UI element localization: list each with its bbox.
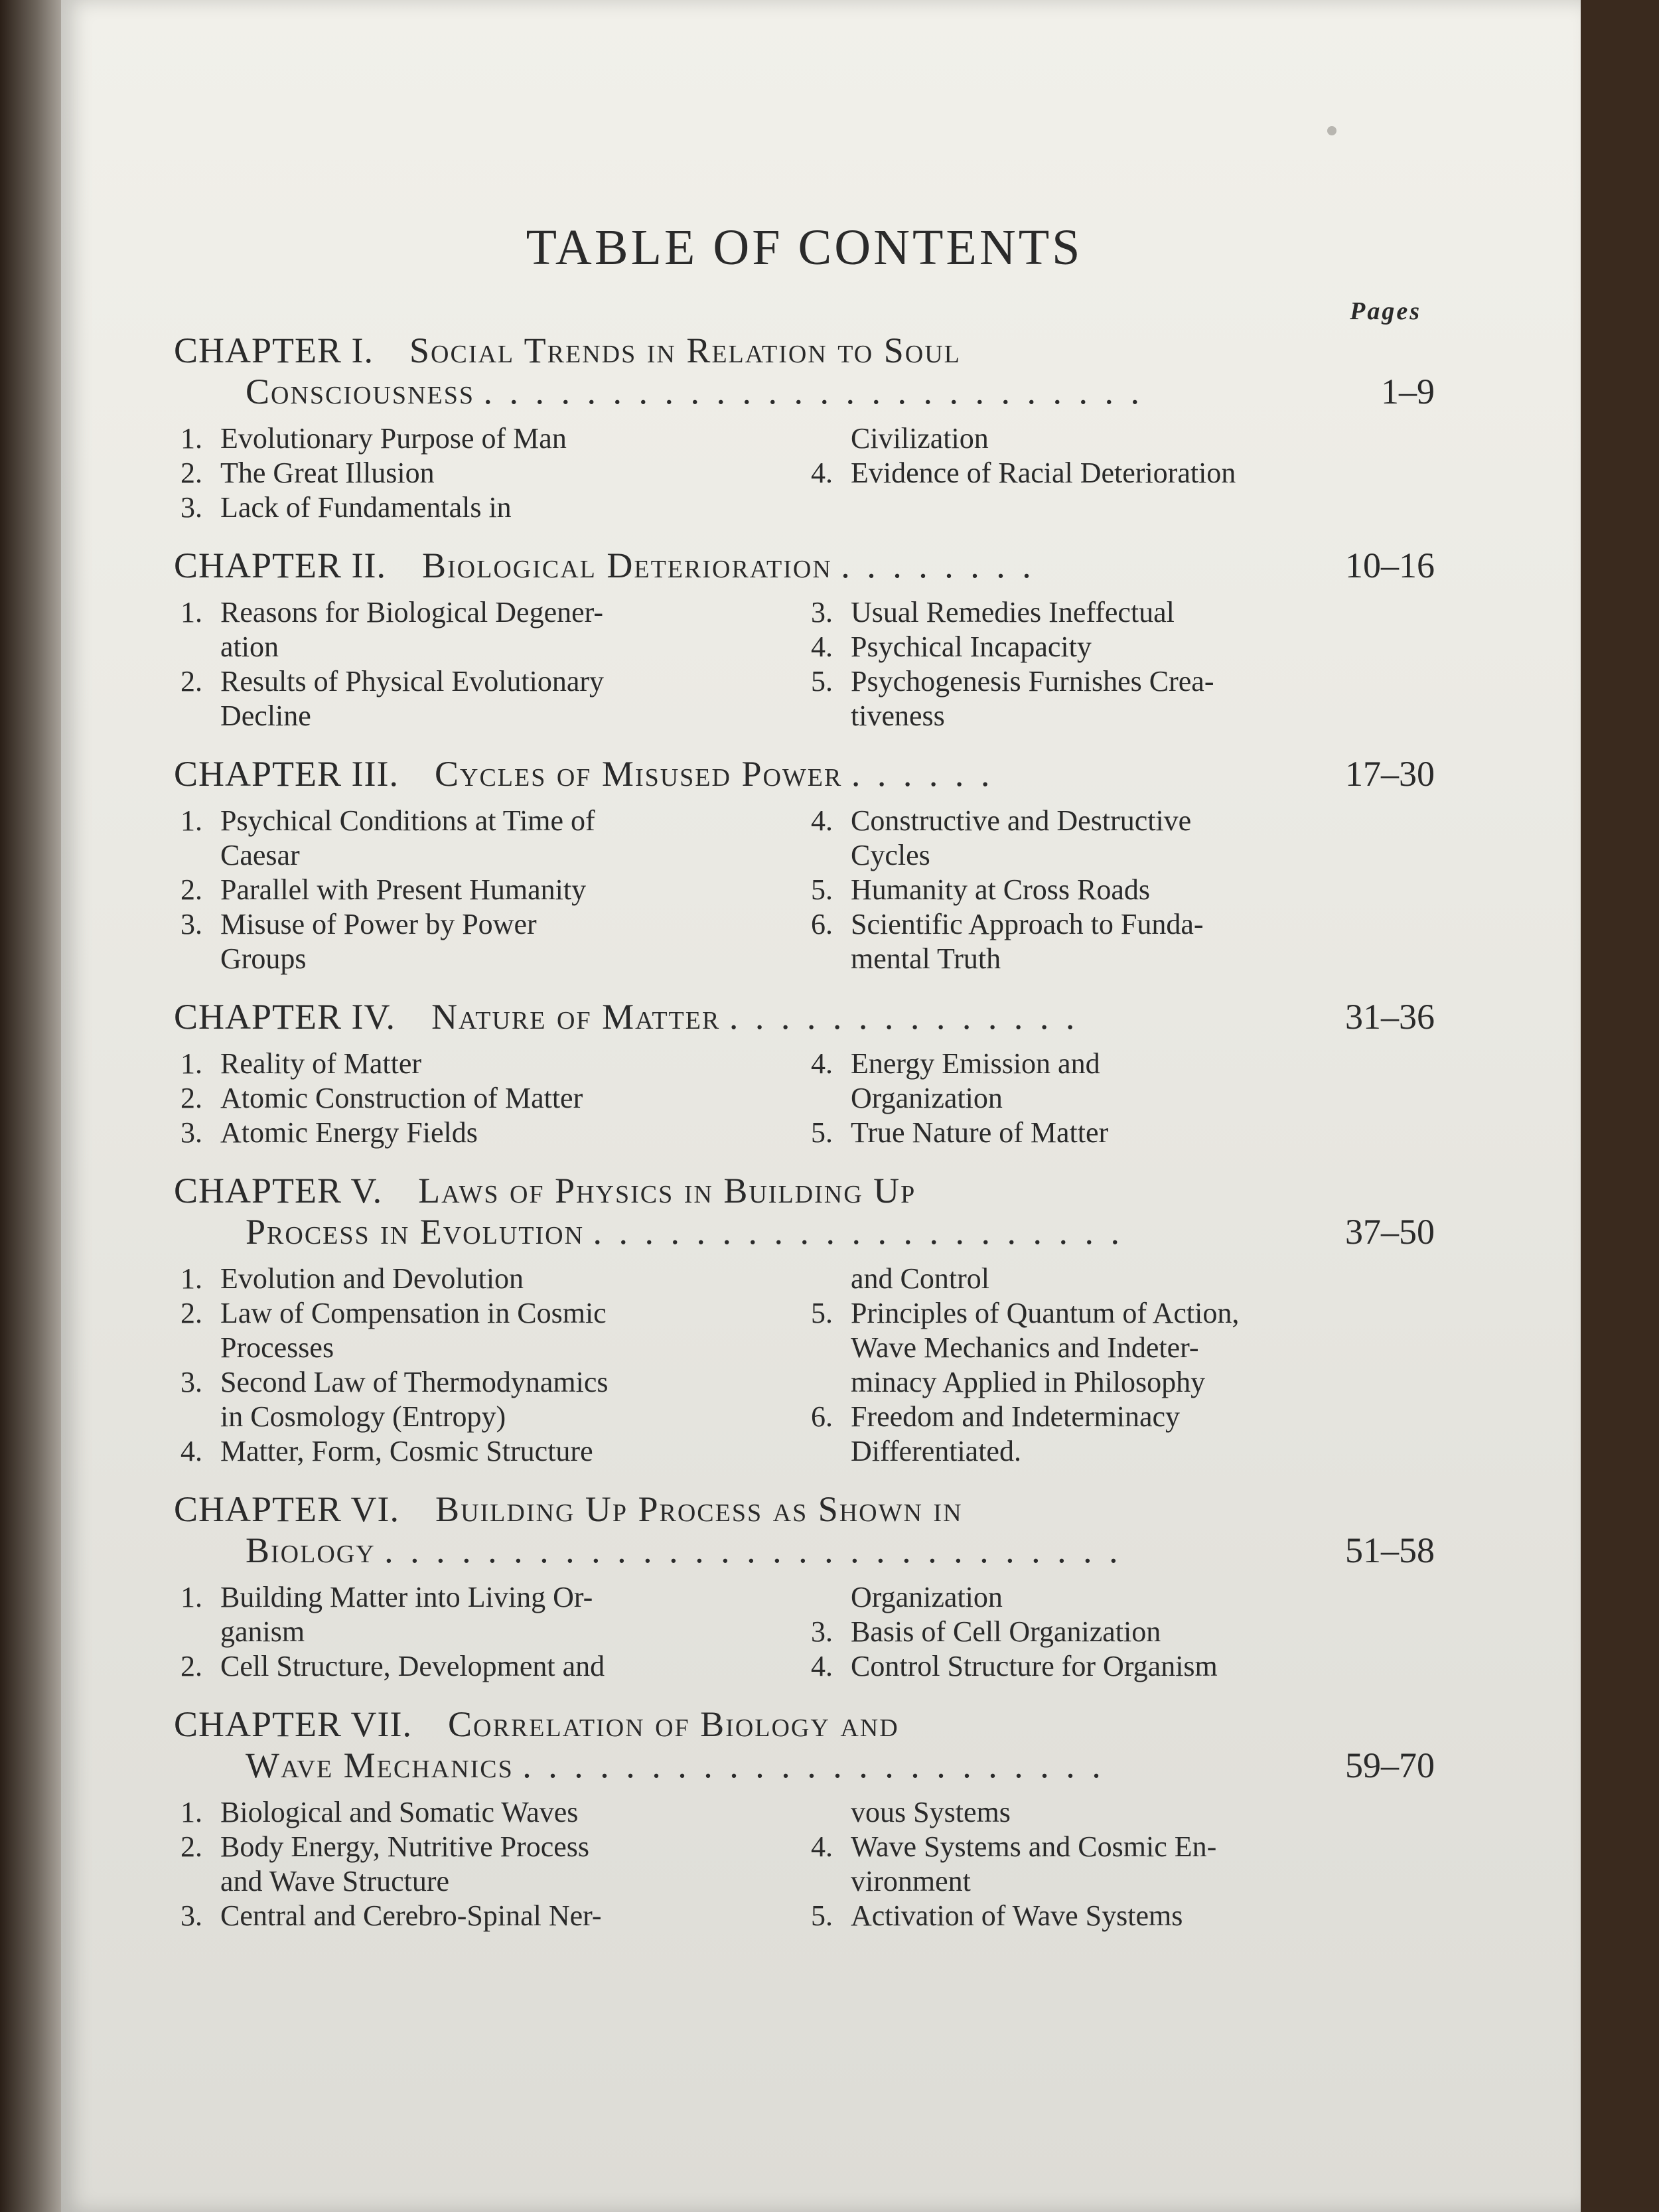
section-title: [851, 456, 1435, 490]
section-title-line: ation: [220, 630, 279, 663]
section-column-left: [174, 421, 804, 525]
section-title: [851, 1830, 1435, 1899]
section-entry: [180, 1580, 804, 1649]
section-number: 4.: [811, 1830, 833, 1863]
section-column-left: [174, 1047, 804, 1150]
chapter-5: [174, 1170, 1435, 1469]
section-title-line: vironment: [851, 1865, 971, 1897]
section-number: 1.: [180, 1581, 202, 1613]
section-number: 5.: [811, 1116, 833, 1149]
section-number: 2.: [180, 1082, 202, 1114]
section-entry: [811, 1899, 1435, 1933]
section-entry: [180, 1047, 804, 1081]
toc-content: [174, 219, 1435, 1953]
section-title: [851, 1649, 1435, 1684]
section-title-line: Control Structure for Organism: [851, 1650, 1218, 1682]
section-title-line: Activation of Wave Systems: [851, 1899, 1183, 1932]
section-title: [851, 1116, 1435, 1150]
section-entry: [180, 1649, 804, 1684]
chapter-title: [174, 1170, 1269, 1252]
section-number: 2.: [180, 457, 202, 489]
chapter-title: [174, 330, 1269, 412]
section-number: 3.: [811, 1615, 833, 1648]
chapter-pages: 10–16: [1345, 546, 1435, 585]
chapter-name: Laws of Physics in Building Up: [418, 1171, 916, 1211]
section-title: [220, 1262, 804, 1296]
section-number: 4.: [811, 1650, 833, 1682]
section-entry: [811, 804, 1435, 873]
section-number: 4.: [811, 457, 833, 489]
section-number: 2.: [180, 1297, 202, 1329]
section-column-right: [804, 1795, 1435, 1933]
chapter-title-line: [174, 371, 1269, 412]
section-title-line: Basis of Cell Organization: [851, 1615, 1161, 1648]
section-title: [220, 456, 804, 490]
leader-dots: . . . . . . . .: [841, 546, 1035, 585]
chapter-6: [174, 1489, 1435, 1684]
section-title-line: Principles of Quantum of Action,: [851, 1297, 1240, 1329]
section-number: 2.: [180, 873, 202, 906]
section-title: [220, 421, 804, 456]
chapter-pages: 51–58: [1345, 1530, 1435, 1570]
chapter-pages: 1–9: [1381, 372, 1435, 411]
chapter-title: [174, 753, 1269, 794]
chapter-pages: 17–30: [1345, 754, 1435, 794]
section-entry: [180, 664, 804, 733]
section-title-line: Atomic Energy Fields: [220, 1116, 478, 1149]
section-title: [851, 630, 1435, 664]
section-title-line: Central and Cerebro-Spinal Ner-: [220, 1899, 602, 1932]
section-column-right: [804, 421, 1435, 525]
section-number: 1.: [180, 1262, 202, 1295]
chapter-list: [174, 330, 1435, 1933]
section-column-left: [174, 1580, 804, 1684]
chapter-number: CHAPTER IV.: [174, 997, 396, 1037]
section-number: 5.: [811, 1899, 833, 1932]
section-title-line: Cycles: [851, 839, 930, 871]
section-entry: [811, 630, 1435, 664]
section-title-line: Scientific Approach to Funda-: [851, 908, 1204, 940]
facing-page-edge: [0, 0, 61, 2212]
section-number: 5.: [811, 873, 833, 906]
section-entry: [180, 1296, 804, 1365]
chapter-heading: [174, 1704, 1435, 1786]
chapter-number: CHAPTER V.: [174, 1171, 383, 1211]
chapter-1: [174, 330, 1435, 525]
chapter-heading: [174, 1170, 1435, 1252]
chapter-title-line: [174, 1211, 1269, 1252]
section-number: 6.: [811, 1400, 833, 1433]
section-title-line: True Nature of Matter: [851, 1116, 1109, 1149]
section-title: [220, 1649, 804, 1684]
section-list: [174, 804, 1435, 976]
section-column-left: [174, 1262, 804, 1469]
chapter-name-cont: Consciousness: [246, 372, 474, 411]
section-number: 2.: [180, 1650, 202, 1682]
section-entry: [811, 907, 1435, 976]
section-column-right: [804, 1262, 1435, 1469]
section-title: [220, 873, 804, 907]
section-title-line: Psychical Conditions at Time of: [220, 804, 595, 837]
chapter-title-line: [174, 1745, 1269, 1786]
section-title-line: Parallel with Present Humanity: [220, 873, 587, 906]
section-title-line: Law of Compensation in Cosmic: [220, 1297, 607, 1329]
chapter-title-line: [174, 330, 1269, 371]
section-entry: [180, 873, 804, 907]
section-title-line: Groups: [220, 942, 307, 975]
section-title-line: Reality of Matter: [220, 1047, 422, 1080]
section-title-line: Wave Systems and Cosmic En-: [851, 1830, 1217, 1863]
section-title-continued: Civilization: [851, 422, 989, 455]
section-title: [220, 1899, 804, 1933]
section-title-line: Matter, Form, Cosmic Structure: [220, 1435, 593, 1467]
section-title: [220, 1081, 804, 1116]
chapter-name: Nature of Matter: [431, 997, 721, 1037]
leader-dots: . . . . . . . . . . . . . . . . . . . . . . . . . .: [483, 372, 1143, 411]
chapter-pages: 37–50: [1345, 1212, 1435, 1252]
chapter-title: [174, 545, 1269, 586]
section-title-line: minacy Applied in Philosophy: [851, 1366, 1206, 1398]
section-title-line: mental Truth: [851, 942, 1001, 975]
chapter-name-cont: Wave Mechanics: [246, 1745, 514, 1785]
section-title-line: Evidence of Racial Deterioration: [851, 457, 1236, 489]
chapter-title: [174, 1489, 1269, 1571]
section-number: 4.: [811, 630, 833, 663]
chapter-heading: [174, 753, 1435, 794]
chapter-number: CHAPTER I.: [174, 331, 374, 370]
section-title-continued: vous Systems: [851, 1796, 1011, 1828]
chapter-number: CHAPTER II.: [174, 546, 386, 585]
section-title-line: Energy Emission and: [851, 1047, 1100, 1080]
section-number: 1.: [180, 1047, 202, 1080]
section-title-line: Decline: [220, 700, 311, 732]
section-title-line: Misuse of Power by Power: [220, 908, 537, 940]
section-title: [220, 1365, 804, 1434]
section-title: [851, 907, 1435, 976]
section-entry: [180, 1365, 804, 1434]
section-entry: [811, 456, 1435, 490]
section-title-line: tiveness: [851, 700, 945, 732]
section-title-line: Lack of Fundamentals in: [220, 491, 512, 524]
chapter-heading: [174, 1489, 1435, 1571]
section-title: [851, 1400, 1435, 1469]
section-title: [851, 664, 1435, 733]
section-title: [851, 1047, 1435, 1116]
section-number: 3.: [180, 908, 202, 940]
section-title: [220, 595, 804, 664]
section-column-right: [804, 595, 1435, 733]
chapter-4: [174, 996, 1435, 1150]
section-number: 1.: [180, 596, 202, 628]
chapter-title: [174, 1704, 1269, 1786]
section-title-continued: and Control: [851, 1262, 989, 1295]
section-column-left: [174, 804, 804, 976]
section-number: 4.: [811, 1047, 833, 1080]
section-title: [220, 907, 804, 976]
section-title: [851, 804, 1435, 873]
chapter-number: CHAPTER III.: [174, 754, 399, 794]
section-title: [220, 1580, 804, 1649]
section-title-continued: Organization: [851, 1581, 1003, 1613]
section-entry: [180, 907, 804, 976]
section-title-line: Psychogenesis Furnishes Crea-: [851, 665, 1214, 698]
section-column-left: [174, 595, 804, 733]
section-number: 4.: [811, 804, 833, 837]
chapter-name: Biological Deterioration: [422, 546, 832, 585]
section-entry: [180, 1434, 804, 1469]
section-title-line: Caesar: [220, 839, 300, 871]
leader-dots: . . . . . . . . . . . . . .: [729, 997, 1079, 1037]
section-entry: [811, 1116, 1435, 1150]
section-entry: [180, 1116, 804, 1150]
chapter-title-line: [174, 1489, 1269, 1530]
section-title-line: Evolutionary Purpose of Man: [220, 422, 567, 455]
section-title-line: Results of Physical Evolutionary: [220, 665, 605, 698]
chapter-name: Cycles of Misused Power: [434, 754, 843, 794]
section-column-right: [804, 1580, 1435, 1684]
section-title-line: Processes: [220, 1331, 334, 1364]
section-title-line: Differentiated.: [851, 1435, 1021, 1467]
section-entry: [180, 1262, 804, 1296]
chapter-title-line: [174, 1530, 1269, 1571]
section-title-line: Wave Mechanics and Indeter-: [851, 1331, 1199, 1364]
section-title-line: Cell Structure, Development and: [220, 1650, 605, 1682]
section-title-line: Humanity at Cross Roads: [851, 873, 1150, 906]
chapter-title-line: [174, 1170, 1269, 1211]
section-title-line: Second Law of Thermodynamics: [220, 1366, 609, 1398]
section-entry: [811, 1047, 1435, 1116]
section-entry: [180, 1830, 804, 1899]
section-title: [220, 804, 804, 873]
section-title-line: Biological and Somatic Waves: [220, 1796, 579, 1828]
section-title: [220, 490, 804, 525]
section-entry: [811, 873, 1435, 907]
section-title: [220, 1830, 804, 1899]
section-entry: [811, 1400, 1435, 1469]
section-title: [851, 873, 1435, 907]
paper-speck: [1327, 126, 1336, 135]
chapter-heading: [174, 996, 1435, 1037]
section-title: [220, 1296, 804, 1365]
section-number: 3.: [180, 1366, 202, 1398]
section-entry: [811, 664, 1435, 733]
section-number: 2.: [180, 1830, 202, 1863]
section-column-right: [804, 1047, 1435, 1150]
section-title-line: Body Energy, Nutritive Process: [220, 1830, 590, 1863]
leader-dots: . . . . . . . . . . . . . . . . . . . . . . .: [522, 1745, 1105, 1785]
section-title-line: Constructive and Destructive: [851, 804, 1192, 837]
chapter-name-cont: Biology: [246, 1530, 376, 1570]
chapter-title-line: [174, 545, 1269, 586]
section-number: 4.: [180, 1435, 202, 1467]
section-column-right: [804, 804, 1435, 976]
chapter-title-line: [174, 1704, 1269, 1745]
section-title-line: Evolution and Devolution: [220, 1262, 524, 1295]
chapter-name: Correlation of Biology and: [448, 1704, 899, 1744]
section-title-line: Usual Remedies Ineffectual: [851, 596, 1175, 628]
section-list: [174, 421, 1435, 525]
section-title-line: Building Matter into Living Or-: [220, 1581, 593, 1613]
section-list: [174, 1795, 1435, 1933]
section-entry: [180, 456, 804, 490]
section-title-line: Atomic Construction of Matter: [220, 1082, 583, 1114]
section-entry: [811, 1830, 1435, 1899]
section-title: [851, 1899, 1435, 1933]
section-entry: [811, 1296, 1435, 1400]
section-title-line: Psychical Incapacity: [851, 630, 1092, 663]
section-number: 1.: [180, 804, 202, 837]
chapter-title: [174, 996, 1269, 1037]
section-column-left: [174, 1795, 804, 1933]
section-entry: [811, 1649, 1435, 1684]
page-title: TABLE OF CONTENTS: [526, 220, 1083, 275]
section-list: [174, 1580, 1435, 1684]
chapter-pages: 59–70: [1345, 1745, 1435, 1785]
section-number: 3.: [180, 491, 202, 524]
section-number: 3.: [180, 1116, 202, 1149]
section-entry: [180, 421, 804, 456]
section-title-line: in Cosmology (Entropy): [220, 1400, 506, 1433]
section-list: [174, 595, 1435, 733]
chapter-number: CHAPTER VI.: [174, 1489, 400, 1529]
section-number: 3.: [180, 1899, 202, 1932]
section-title-line: ganism: [220, 1615, 305, 1648]
pages-column-label: Pages: [1350, 297, 1421, 325]
section-number: 3.: [811, 596, 833, 628]
section-number: 1.: [180, 422, 202, 455]
section-title: [220, 1434, 804, 1469]
section-entry: [811, 1615, 1435, 1649]
section-number: 1.: [180, 1796, 202, 1828]
section-entry: [180, 804, 804, 873]
chapter-heading: [174, 330, 1435, 412]
section-title-line: The Great Illusion: [220, 457, 435, 489]
leader-dots: . . . . . .: [851, 754, 994, 794]
chapter-number: CHAPTER VII.: [174, 1704, 413, 1744]
chapter-name: Social Trends in Relation to Soul: [409, 331, 961, 370]
section-entry: [811, 595, 1435, 630]
section-number: 6.: [811, 908, 833, 940]
section-title: [851, 1615, 1435, 1649]
section-title-line: Reasons for Biological Degener-: [220, 596, 604, 628]
section-title-line: Organization: [851, 1082, 1003, 1114]
section-number: 5.: [811, 1297, 833, 1329]
chapter-2: [174, 545, 1435, 733]
chapter-name-cont: Process in Evolution: [246, 1212, 585, 1252]
section-title: [220, 1116, 804, 1150]
chapter-3: [174, 753, 1435, 976]
chapter-heading: [174, 545, 1435, 586]
chapter-title-line: [174, 996, 1269, 1037]
leader-dots: . . . . . . . . . . . . . . . . . . . . .: [593, 1212, 1124, 1252]
section-list: [174, 1262, 1435, 1469]
section-title: [851, 1296, 1435, 1400]
book-page: [61, 0, 1581, 2212]
section-list: [174, 1047, 1435, 1150]
section-entry: [180, 490, 804, 525]
section-entry: [180, 1899, 804, 1933]
section-title-line: and Wave Structure: [220, 1865, 450, 1897]
section-title: [851, 595, 1435, 630]
section-title-line: Freedom and Indeterminacy: [851, 1400, 1181, 1433]
section-title: [220, 664, 804, 733]
chapter-title-line: [174, 753, 1269, 794]
chapter-name: Building Up Process as Shown in: [435, 1489, 963, 1529]
chapter-7: [174, 1704, 1435, 1933]
section-number: 2.: [180, 665, 202, 698]
section-number: 5.: [811, 665, 833, 698]
leader-dots: . . . . . . . . . . . . . . . . . . . . . . . . . . . . .: [384, 1530, 1122, 1570]
section-entry: [180, 595, 804, 664]
section-entry: [180, 1795, 804, 1830]
chapter-pages: 31–36: [1345, 997, 1435, 1037]
section-entry: [180, 1081, 804, 1116]
section-title: [220, 1795, 804, 1830]
section-title: [220, 1047, 804, 1081]
